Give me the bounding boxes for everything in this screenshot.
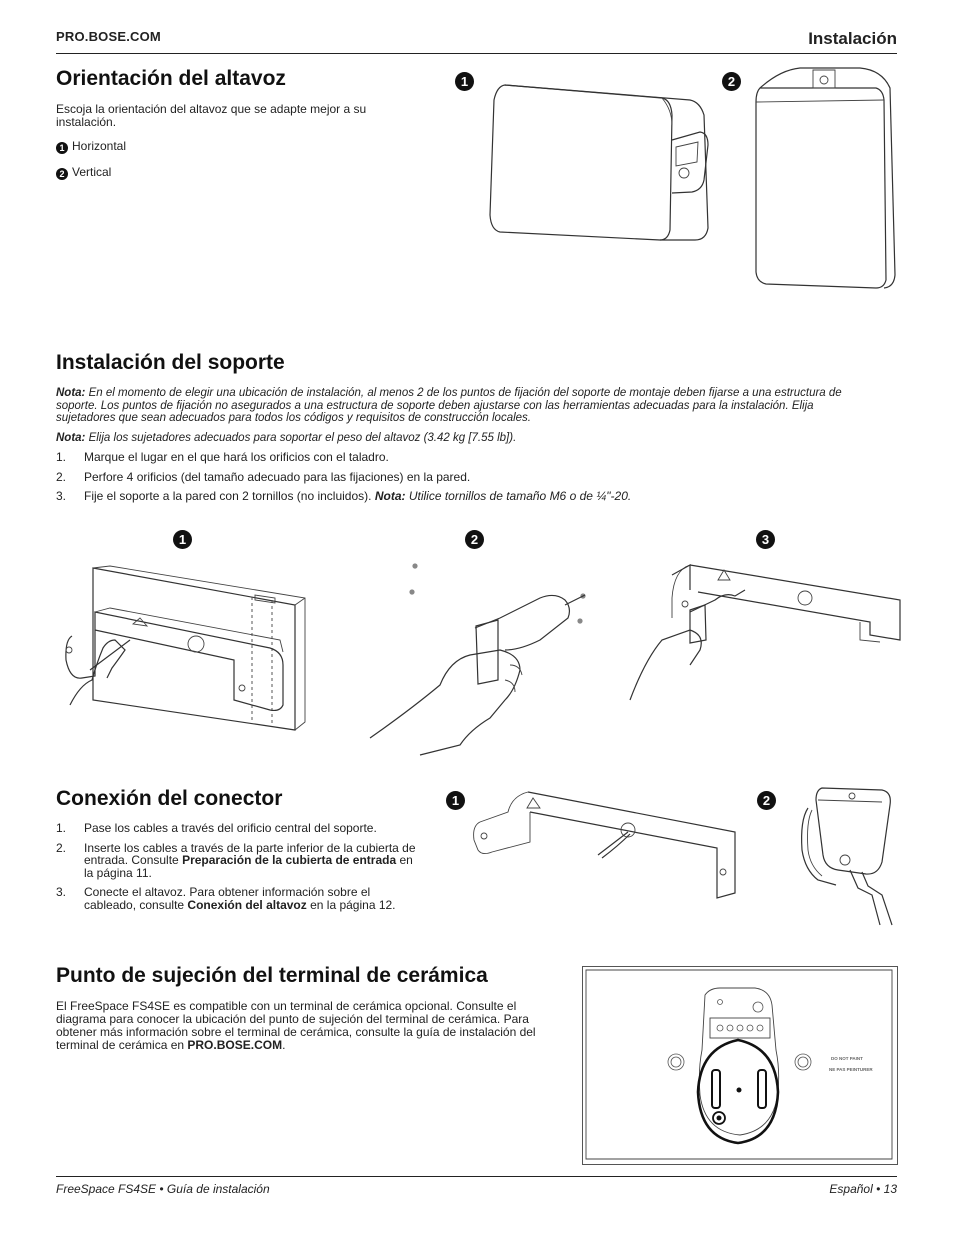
footer-document-title: FreeSpace FS4SE • Guía de instalación	[56, 1182, 270, 1196]
step-text: Inserte los cables a través de la parte inferior de la cubierta de entrada. Consulte	[84, 840, 416, 867]
bracket-figure-number-3: 3	[756, 530, 775, 549]
footer-rule	[56, 1176, 897, 1177]
note-text: Elija los sujetadores adecuados para soportar el peso del altavoz (3.42 kg [7.55 lb]).	[85, 432, 517, 444]
description-text: El FreeSpace FS4SE es compatible con un terminal de cerámica opcional. Consulte el diagrama para conocer la ubicación del punto de sujeción del terminal de cerámica. Para obtener más información sobre el terminal de cerámica, consulte la guía de instalación del terminal de cerámica en	[56, 999, 536, 1052]
section-title: Instalación	[808, 29, 897, 48]
note-label: Nota:	[56, 387, 86, 399]
step-number: 2.	[56, 469, 67, 484]
orientation-intro: Escoja la orientación del altavoz que se adapte mejor a su instalación.	[56, 102, 367, 129]
step-text: Fije el soporte a la pared con 2 tornillos (no incluidos).	[84, 489, 375, 503]
note-label: Nota:	[56, 432, 86, 444]
step-reference: Preparación de la cubierta de entrada	[182, 853, 397, 867]
orientation-heading: Orientación del altavoz	[56, 67, 286, 90]
note-text: Utilice tornillos de tamaño M6 o de ¼"-20.	[405, 489, 632, 503]
step-number: 3.	[56, 489, 67, 503]
note-label: Nota:	[374, 489, 406, 503]
bracket-heading: Instalación del soporte	[56, 351, 285, 374]
step-text: en la página 11.	[84, 853, 413, 880]
number-badge: 1	[56, 142, 68, 154]
step-reference: Conexión del altavoz	[187, 897, 307, 912]
step-number: 3.	[56, 885, 67, 899]
description-text: .	[282, 1038, 286, 1052]
figure-number-2: 2	[722, 72, 741, 91]
option-label: Horizontal	[72, 139, 127, 153]
step-text: en la página 12.	[306, 897, 396, 912]
step-text: Pase los cables a través del orificio central del soporte.	[84, 821, 377, 835]
option-label: Vertical	[72, 165, 112, 179]
step-text: Conecte el altavoz. Para obtener información sobre el cableado, consulte	[84, 885, 371, 912]
ceramic-heading: Punto de sujeción del terminal de cerámica	[56, 964, 488, 987]
bracket-figure-number-2: 2	[465, 530, 484, 549]
step-text: Perfore 4 orificios (del tamaño adecuado para las fijaciones) en la pared.	[84, 469, 471, 484]
step-number: 2.	[56, 840, 67, 855]
step-number: 1.	[56, 821, 67, 835]
figure-number-1: 1	[455, 72, 474, 91]
footer-page-number: Español • 13	[829, 1182, 897, 1196]
number-badge: 2	[56, 168, 68, 180]
step-text: Marque el lugar en el que hará los orificios con el taladro.	[84, 450, 389, 464]
step-number: 1.	[56, 450, 67, 464]
note-text: En el momento de elegir una ubicación de instalación, al menos 2 de los puntos de fijación del soporte de montaje deben fijarse a una estructura de soporte. Los puntos de fijación no asegurados a una estructura de soporte deben ajustarse con las herramientas adecuadas para la instalación. Elija sujetadores que sean adecuados para todos los códigos y requisitos de construcción locales.	[56, 387, 842, 424]
website-reference: PRO.BOSE.COM	[187, 1038, 283, 1052]
bracket-figure-number-1: 1	[173, 530, 192, 549]
diagram-label-do-not-paint: DO NOT PAINT	[831, 1056, 863, 1061]
diagram-label-ne-pas-peinturer: NE PAS PEINTURER	[829, 1067, 873, 1072]
connector-heading: Conexión del conector	[56, 787, 283, 810]
connector-figure-number-2: 2	[757, 791, 776, 810]
connector-figure-number-1: 1	[446, 791, 465, 810]
site-url: PRO.BOSE.COM	[56, 29, 161, 44]
